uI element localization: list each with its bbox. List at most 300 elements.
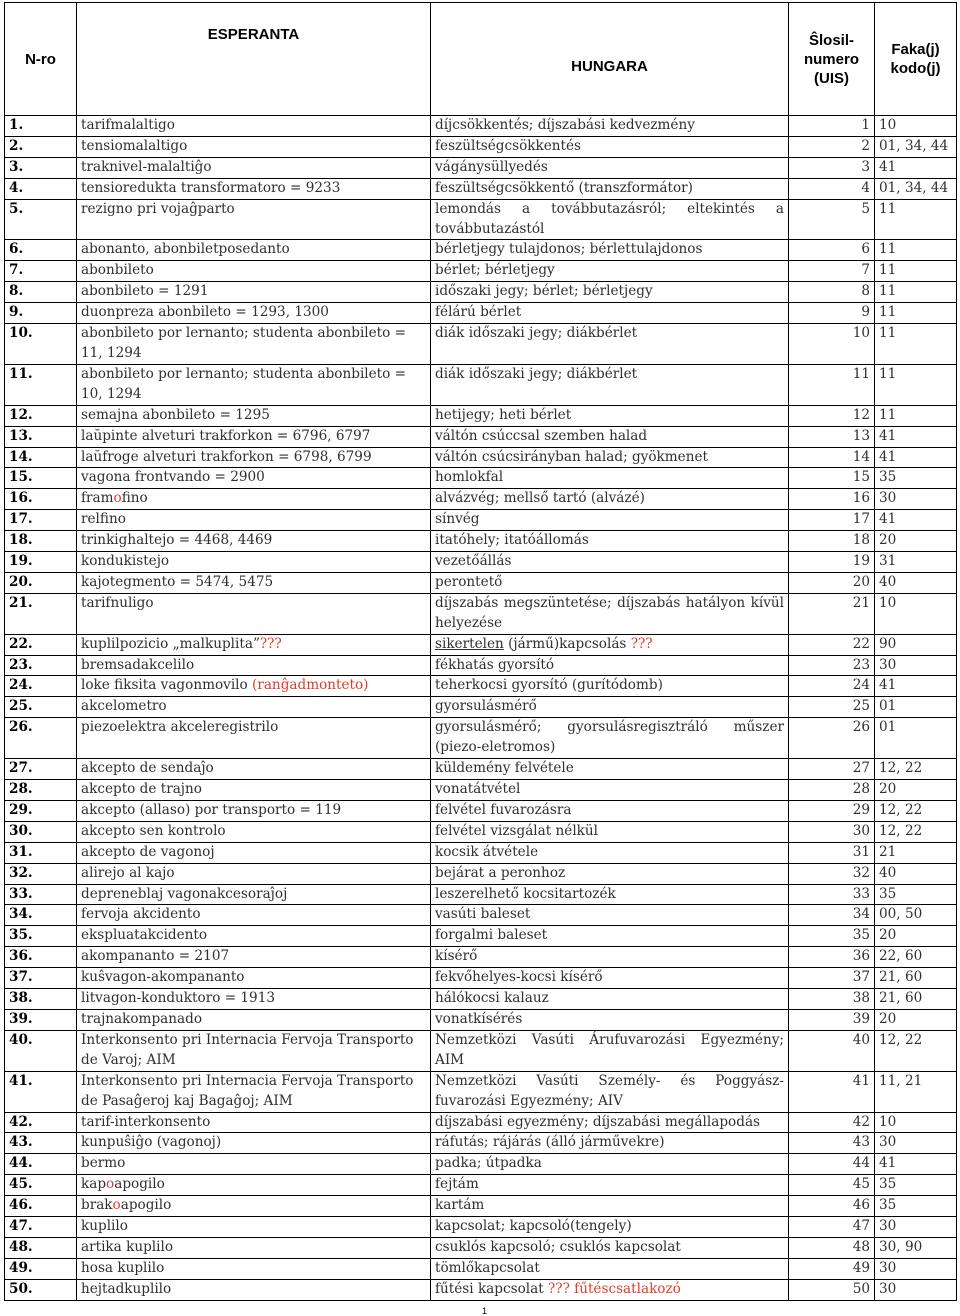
row-number: 48.: [5, 1237, 77, 1258]
field-codes: 41: [875, 426, 957, 447]
uis-key-number: 13: [789, 426, 875, 447]
hungarian-term: felvétel vizsgálat nélkül: [431, 821, 789, 842]
table-row: [5, 572, 957, 593]
field-codes: 35: [875, 884, 957, 905]
esperanto-term-text: apogilo: [114, 1176, 165, 1193]
table-row: [5, 1030, 957, 1071]
table-row: [5, 718, 957, 759]
row-number: 34.: [5, 905, 77, 926]
field-codes: 35: [875, 468, 957, 489]
uis-key-number: 29: [789, 800, 875, 821]
uis-key-number: 18: [789, 531, 875, 552]
field-codes: 41: [875, 447, 957, 468]
table-row: [5, 405, 957, 426]
esperanto-term: abonbileto = 1291: [77, 282, 431, 303]
esperanto-term: relfino: [77, 510, 431, 531]
esperanto-term: akcelometro: [77, 697, 431, 718]
uis-key-number: 17: [789, 510, 875, 531]
esperanto-term-highlight: ???: [259, 635, 282, 652]
hungarian-term: fékhatás gyorsító: [431, 655, 789, 676]
field-codes: 30: [875, 1258, 957, 1279]
esperanto-term-highlight: o: [106, 1176, 115, 1193]
row-number: 49.: [5, 1258, 77, 1279]
table-row: [5, 947, 957, 968]
field-codes: 00, 50: [875, 905, 957, 926]
esperanto-term: tensioredukta transformatoro = 9233: [77, 178, 431, 199]
field-codes: 12, 22: [875, 1030, 957, 1071]
row-number: 40.: [5, 1030, 77, 1071]
hungarian-term: váltón csúcsirányban halad; gyökmenet: [431, 447, 789, 468]
row-number: 29.: [5, 800, 77, 821]
esperanto-term: tensiomalaltigo: [77, 136, 431, 157]
row-number: 30.: [5, 821, 77, 842]
hungarian-term: csuklós kapcsoló; csuklós kapcsolat: [431, 1237, 789, 1258]
esperanto-term: abonbileto: [77, 261, 431, 282]
row-number: 44.: [5, 1154, 77, 1175]
uis-key-number: 19: [789, 552, 875, 573]
hungarian-term: vágánysüllyedés: [431, 157, 789, 178]
field-codes: 12, 22: [875, 821, 957, 842]
uis-key-number: 22: [789, 634, 875, 655]
page-number: 1: [482, 1306, 488, 1316]
uis-key-number: 42: [789, 1112, 875, 1133]
row-number: 42.: [5, 1112, 77, 1133]
hungarian-term: díjcsökkentés; díjszabási kedvezmény: [431, 116, 789, 137]
field-codes: 40: [875, 863, 957, 884]
uis-key-number: 8: [789, 282, 875, 303]
field-codes: 11: [875, 405, 957, 426]
field-codes: 20: [875, 926, 957, 947]
table-row: [5, 1133, 957, 1154]
header-hungarian: HUNGARA: [431, 3, 789, 116]
row-number: 36.: [5, 947, 77, 968]
table-row: [5, 821, 957, 842]
hungarian-term: díjszabási egyezmény; díjszabási megállapodás: [431, 1112, 789, 1133]
hungarian-term: váltón csúccsal szemben halad: [431, 426, 789, 447]
esperanto-term: piezoelektra akceleregistrilo: [77, 718, 431, 759]
esperanto-term: Interkonsento pri Internacia Fervoja Transporto de Varoj; AIM: [77, 1030, 431, 1071]
hungarian-term: kartám: [431, 1196, 789, 1217]
table-row: [5, 489, 957, 510]
uis-key-number: 37: [789, 968, 875, 989]
uis-key-number: 28: [789, 780, 875, 801]
esperanto-term: bremsadakcelilo: [77, 655, 431, 676]
table-row: [5, 905, 957, 926]
uis-key-number: 23: [789, 655, 875, 676]
field-codes: 41: [875, 676, 957, 697]
field-codes: 11: [875, 282, 957, 303]
esperanto-term: artika kuplilo: [77, 1237, 431, 1258]
row-number: 32.: [5, 863, 77, 884]
esperanto-term: abonanto, abonbiletposedanto: [77, 240, 431, 261]
table-row: [5, 926, 957, 947]
row-number: 37.: [5, 968, 77, 989]
hungarian-term: vonatátvétel: [431, 780, 789, 801]
header-esperanto: ESPERANTA: [77, 3, 431, 116]
row-number: 45.: [5, 1175, 77, 1196]
row-number: 11.: [5, 364, 77, 405]
table-row: [5, 178, 957, 199]
hungarian-term: teherkocsi gyorsító (gurítódomb): [431, 676, 789, 697]
esperanto-term: depreneblaj vagonakcesoraĵoj: [77, 884, 431, 905]
row-number: 35.: [5, 926, 77, 947]
row-number: 21.: [5, 593, 77, 634]
uis-key-number: 9: [789, 303, 875, 324]
uis-key-number: 7: [789, 261, 875, 282]
hungarian-term: forgalmi baleset: [431, 926, 789, 947]
table-row: [5, 780, 957, 801]
esperanto-term: kajotegmento = 5474, 5475: [77, 572, 431, 593]
row-number: 19.: [5, 552, 77, 573]
table-row: [5, 989, 957, 1010]
field-codes: 10: [875, 1112, 957, 1133]
field-codes: 01, 34, 44: [875, 178, 957, 199]
esperanto-term: hosa kuplilo: [77, 1258, 431, 1279]
hungarian-term: fekvőhelyes-kocsi kísérő: [431, 968, 789, 989]
esperanto-term: [77, 489, 431, 510]
uis-key-number: 45: [789, 1175, 875, 1196]
table-row: [5, 447, 957, 468]
table-row: [5, 531, 957, 552]
header-uis: Ŝlosil-numero (UIS): [789, 3, 875, 116]
row-number: 24.: [5, 676, 77, 697]
field-codes: 30: [875, 655, 957, 676]
row-number: 22.: [5, 634, 77, 655]
uis-key-number: 35: [789, 926, 875, 947]
table-row: [5, 1071, 957, 1112]
esperanto-term: kondukistejo: [77, 552, 431, 573]
esperanto-term: semajna abonbileto = 1295: [77, 405, 431, 426]
table-row: [5, 468, 957, 489]
table-row: [5, 634, 957, 655]
table-row: [5, 199, 957, 240]
uis-key-number: 34: [789, 905, 875, 926]
esperanto-term: akompananto = 2107: [77, 947, 431, 968]
header-faka: Faka(j) kodo(j): [875, 3, 957, 116]
row-number: 18.: [5, 531, 77, 552]
field-codes: 11: [875, 261, 957, 282]
esperanto-term: kuplilo: [77, 1217, 431, 1238]
uis-key-number: 4: [789, 178, 875, 199]
field-codes: 20: [875, 780, 957, 801]
table-row: [5, 324, 957, 365]
uis-key-number: 26: [789, 718, 875, 759]
esperanto-term: [77, 634, 431, 655]
hungarian-term: kísérő: [431, 947, 789, 968]
esperanto-term: abonbileto por lernanto; studenta abonbileto = 11, 1294: [77, 324, 431, 365]
table-row: [5, 136, 957, 157]
esperanto-term-text: loke fiksita vagonmovilo: [81, 677, 253, 694]
hungarian-term: Nemzetközi Vasúti Árufuvarozási Egyezmény; AIM: [431, 1030, 789, 1071]
table-row: [5, 1237, 957, 1258]
row-number: 39.: [5, 1009, 77, 1030]
uis-key-number: 10: [789, 324, 875, 365]
row-number: 4.: [5, 178, 77, 199]
field-codes: 30: [875, 1133, 957, 1154]
uis-key-number: 50: [789, 1279, 875, 1300]
field-codes: 10: [875, 593, 957, 634]
hungarian-term: hálókocsi kalauz: [431, 989, 789, 1010]
uis-key-number: 49: [789, 1258, 875, 1279]
hungarian-term: lemondás a továbbutazásról; eltekintés a továbbutazástól: [431, 199, 789, 240]
field-codes: 41: [875, 157, 957, 178]
row-number: 33.: [5, 884, 77, 905]
hungarian-term: perontető: [431, 572, 789, 593]
row-number: 9.: [5, 303, 77, 324]
table-row: [5, 116, 957, 137]
hungarian-term: gyorsulásmérő: [431, 697, 789, 718]
esperanto-term-text: fram: [81, 490, 114, 507]
esperanto-term: akcepto sen kontrolo: [77, 821, 431, 842]
hungarian-term: alvázvég; mellső tartó (alvázé): [431, 489, 789, 510]
row-number: 46.: [5, 1196, 77, 1217]
row-number: 41.: [5, 1071, 77, 1112]
hungarian-term: ráfutás; rájárás (álló járművekre): [431, 1133, 789, 1154]
row-number: 6.: [5, 240, 77, 261]
hungarian-term-text: (jármű)kapcsolás: [503, 635, 631, 652]
row-number: 47.: [5, 1217, 77, 1238]
esperanto-term: rezigno pri vojaĝparto: [77, 199, 431, 240]
uis-key-number: 20: [789, 572, 875, 593]
esperanto-term-text: fino: [121, 490, 148, 507]
table-row: [5, 240, 957, 261]
esperanto-term-highlight: o: [112, 1197, 121, 1214]
hungarian-term: küldemény felvétele: [431, 759, 789, 780]
esperanto-term: trinkighaltejo = 4468, 4469: [77, 531, 431, 552]
uis-key-number: 47: [789, 1217, 875, 1238]
esperanto-term: [77, 1175, 431, 1196]
field-codes: 40: [875, 572, 957, 593]
esperanto-term-text: brak: [81, 1197, 113, 1214]
field-codes: 35: [875, 1196, 957, 1217]
esperanto-term: ekspluatakcidento: [77, 926, 431, 947]
field-codes: 10: [875, 116, 957, 137]
row-number: 12.: [5, 405, 77, 426]
esperanto-term-text: kap: [81, 1176, 107, 1193]
uis-key-number: 44: [789, 1154, 875, 1175]
hungarian-term: [431, 1279, 789, 1300]
table-row: [5, 303, 957, 324]
esperanto-term: akcepto de vagonoj: [77, 842, 431, 863]
uis-key-number: 12: [789, 405, 875, 426]
table-row: [5, 884, 957, 905]
hungarian-term: időszaki jegy; bérlet; bérletjegy: [431, 282, 789, 303]
field-codes: 11: [875, 324, 957, 365]
table-row: [5, 1196, 957, 1217]
row-number: 15.: [5, 468, 77, 489]
esperanto-term: tarif-interkonsento: [77, 1112, 431, 1133]
table-row: [5, 655, 957, 676]
row-number: 50.: [5, 1279, 77, 1300]
hungarian-term: homlokfal: [431, 468, 789, 489]
field-codes: 20: [875, 1009, 957, 1030]
table-row: [5, 364, 957, 405]
esperanto-term: laŭpinte alveturi trakforkon = 6796, 6797: [77, 426, 431, 447]
esperanto-term: hejtadkuplilo: [77, 1279, 431, 1300]
table-row: [5, 800, 957, 821]
uis-key-number: 36: [789, 947, 875, 968]
esperanto-term: laŭfroge alveturi trakforkon = 6798, 6799: [77, 447, 431, 468]
esperanto-term: litvagon-konduktoro = 1913: [77, 989, 431, 1010]
uis-key-number: 43: [789, 1133, 875, 1154]
table-row: [5, 676, 957, 697]
uis-key-number: 27: [789, 759, 875, 780]
row-number: 14.: [5, 447, 77, 468]
field-codes: 30: [875, 489, 957, 510]
row-number: 27.: [5, 759, 77, 780]
esperanto-term-highlight: o: [113, 490, 122, 507]
table-row: [5, 1217, 957, 1238]
esperanto-term: [77, 676, 431, 697]
esperanto-term: bermo: [77, 1154, 431, 1175]
uis-key-number: 46: [789, 1196, 875, 1217]
esperanto-term-text: kuplilpozicio „malkuplita”: [81, 635, 260, 652]
hungarian-term: leszerelhető kocsitartozék: [431, 884, 789, 905]
field-codes: 11, 21: [875, 1071, 957, 1112]
row-number: 16.: [5, 489, 77, 510]
hungarian-term: padka; útpadka: [431, 1154, 789, 1175]
row-number: 17.: [5, 510, 77, 531]
field-codes: 01: [875, 718, 957, 759]
table-row: [5, 697, 957, 718]
uis-key-number: 2: [789, 136, 875, 157]
uis-key-number: 32: [789, 863, 875, 884]
uis-key-number: 48: [789, 1237, 875, 1258]
hungarian-term: feszültségcsökkentő (transzformátor): [431, 178, 789, 199]
hungarian-term: itatóhely; itatóállomás: [431, 531, 789, 552]
field-codes: 01: [875, 697, 957, 718]
hungarian-term: gyorsulásmérő; gyorsulásregisztráló műszer (piezo-eletromos): [431, 718, 789, 759]
esperanto-term: vagona frontvando = 2900: [77, 468, 431, 489]
hungarian-term-highlight: ??? fűtéscsatlakozó: [548, 1280, 681, 1297]
esperanto-term: abonbileto por lernanto; studenta abonbileto = 10, 1294: [77, 364, 431, 405]
esperanto-term: akcepto (allaso) por transporto = 119: [77, 800, 431, 821]
glossary-table: [4, 2, 957, 1301]
hungarian-term: vasúti baleset: [431, 905, 789, 926]
uis-key-number: 24: [789, 676, 875, 697]
esperanto-term: fervoja akcidento: [77, 905, 431, 926]
row-number: 28.: [5, 780, 77, 801]
field-codes: 22, 60: [875, 947, 957, 968]
uis-key-number: 1: [789, 116, 875, 137]
row-number: 7.: [5, 261, 77, 282]
header-row: [5, 3, 957, 116]
table-row: [5, 842, 957, 863]
hungarian-term-text: fűtési kapcsolat: [435, 1280, 548, 1297]
uis-key-number: 33: [789, 884, 875, 905]
hungarian-term: bejárat a peronhoz: [431, 863, 789, 884]
table-row: [5, 1154, 957, 1175]
hungarian-term-underlined: sikertelen: [435, 635, 504, 652]
esperanto-term-text: apogilo: [120, 1197, 172, 1214]
hungarian-term: sínvég: [431, 510, 789, 531]
hungarian-term: díjszabás megszüntetése; díjszabás hatályon kívül helyezése: [431, 593, 789, 634]
row-number: 1.: [5, 116, 77, 137]
esperanto-term: akcepto de trajno: [77, 780, 431, 801]
hungarian-term: felvétel fuvarozásra: [431, 800, 789, 821]
esperanto-term: [77, 1196, 431, 1217]
hungarian-term: vonatkísérés: [431, 1009, 789, 1030]
uis-key-number: 15: [789, 468, 875, 489]
table-row: [5, 157, 957, 178]
uis-key-number: 25: [789, 697, 875, 718]
table-row: [5, 968, 957, 989]
field-codes: 01, 34, 44: [875, 136, 957, 157]
row-number: 2.: [5, 136, 77, 157]
uis-key-number: 6: [789, 240, 875, 261]
row-number: 10.: [5, 324, 77, 365]
table-row: [5, 863, 957, 884]
row-number: 3.: [5, 157, 77, 178]
hungarian-term: diák időszaki jegy; diákbérlet: [431, 364, 789, 405]
uis-key-number: 41: [789, 1071, 875, 1112]
field-codes: 21, 60: [875, 968, 957, 989]
uis-key-number: 21: [789, 593, 875, 634]
esperanto-term: tarifmalaltigo: [77, 116, 431, 137]
field-codes: 90: [875, 634, 957, 655]
field-codes: 12, 22: [875, 759, 957, 780]
hungarian-term: Nemzetközi Vasúti Személy- és Poggyász-fuvarozási Egyezmény; AIV: [431, 1071, 789, 1112]
table-row: [5, 1258, 957, 1279]
hungarian-term: kapcsolat; kapcsoló(tengely): [431, 1217, 789, 1238]
field-codes: 30, 90: [875, 1237, 957, 1258]
uis-key-number: 3: [789, 157, 875, 178]
table-row: [5, 1009, 957, 1030]
field-codes: 41: [875, 510, 957, 531]
esperanto-term: alirejo al kajo: [77, 863, 431, 884]
field-codes: 11: [875, 364, 957, 405]
esperanto-term: Interkonsento pri Internacia Fervoja Transporto de Pasaĝeroj kaj Bagaĝoj; AIM: [77, 1071, 431, 1112]
hungarian-term: feszültségcsökkentés: [431, 136, 789, 157]
field-codes: 21: [875, 842, 957, 863]
row-number: 38.: [5, 989, 77, 1010]
field-codes: 30: [875, 1217, 957, 1238]
esperanto-term: duonpreza abonbileto = 1293, 1300: [77, 303, 431, 324]
hungarian-term: vezetőállás: [431, 552, 789, 573]
hungarian-term: diák időszaki jegy; diákbérlet: [431, 324, 789, 365]
row-number: 31.: [5, 842, 77, 863]
esperanto-term: kunpuŝiĝo (vagonoj): [77, 1133, 431, 1154]
uis-key-number: 30: [789, 821, 875, 842]
row-number: 25.: [5, 697, 77, 718]
field-codes: 41: [875, 1154, 957, 1175]
glossary-body: [5, 116, 957, 1301]
row-number: 20.: [5, 572, 77, 593]
esperanto-term: traknivel-malaltiĝo: [77, 157, 431, 178]
field-codes: 11: [875, 199, 957, 240]
row-number: 8.: [5, 282, 77, 303]
field-codes: 20: [875, 531, 957, 552]
table-row: [5, 1112, 957, 1133]
hungarian-term: fejtám: [431, 1175, 789, 1196]
field-codes: 30: [875, 1279, 957, 1300]
row-number: 13.: [5, 426, 77, 447]
uis-key-number: 40: [789, 1030, 875, 1071]
hungarian-term: bérletjegy tulajdonos; bérlettulajdonos: [431, 240, 789, 261]
uis-key-number: 16: [789, 489, 875, 510]
uis-key-number: 5: [789, 199, 875, 240]
row-number: 26.: [5, 718, 77, 759]
table-row: [5, 1279, 957, 1300]
uis-key-number: 31: [789, 842, 875, 863]
esperanto-term: tarifnuligo: [77, 593, 431, 634]
glossary-page: [4, 2, 956, 1301]
esperanto-term: kuŝvagon-akompananto: [77, 968, 431, 989]
table-row: [5, 552, 957, 573]
hungarian-term: [431, 634, 789, 655]
hungarian-term-highlight: ???: [630, 635, 653, 652]
field-codes: 12, 22: [875, 800, 957, 821]
